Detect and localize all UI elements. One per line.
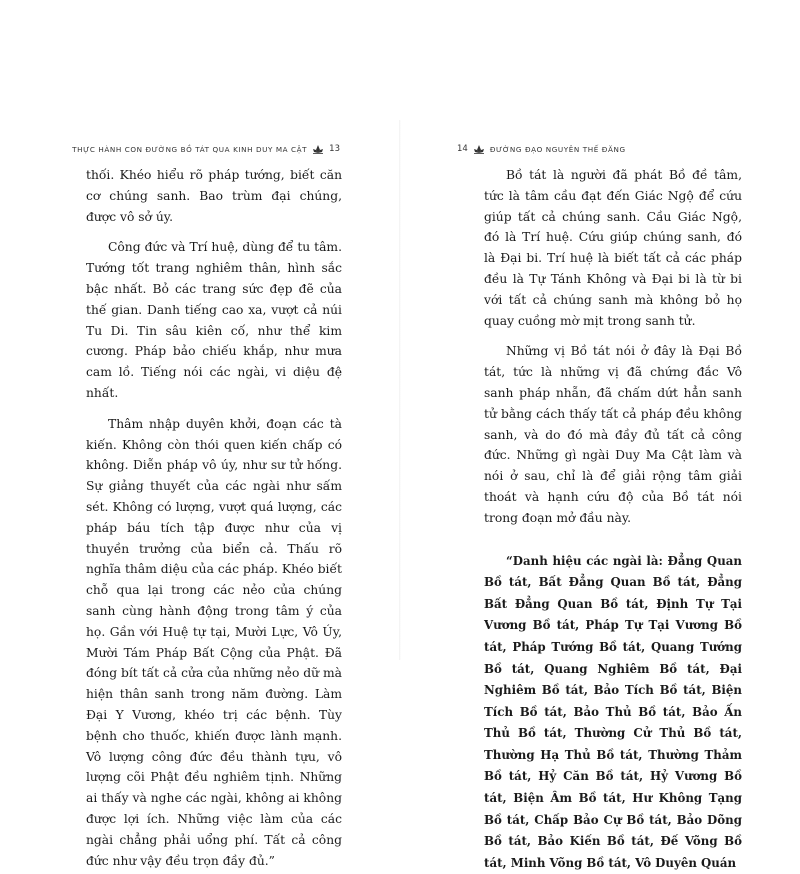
quoted-paragraph: “Danh hiệu các ngài là: Đẳng Quan Bồ tát, Bất Đẳng Quan Bồ tát, Đẳng Bất Đẳng Quan Bồ tát, Định Tự Tại Vương Bồ tát, Pháp Tự Tại Vương Bồ tát, Pháp Tướng Bồ tát, Quang Tướng Bồ tát, Quang Nghiêm Bồ tát, Đại Nghiêm Bồ tát, Bảo Tích Bồ tát, Biện Tích Bồ tát, Bảo Thủ Bồ tát, Bảo Ấn Thủ Bồ tát, Thường Cử Thủ Bồ tát, Thường Hạ Thủ Bồ tát, Thường Thảm Bồ tát, Hỷ Căn Bồ tát, Hỷ Vương Bồ tát, Biện Âm Bồ tát, Hư Không Tạng Bồ tát, Chấp Bảo Cự Bồ tát, Bảo Dõng Bồ tát, Bảo Kiến Bồ tát, Đế Võng Bồ tát, Minh Võng Bồ tát, Vô Duyên Quán <box>484 553 742 870</box>
left-running-head-title: THỰC HÀNH CON ĐƯỜNG BỒ TÁT QUA KINH DUY MA CẬT <box>72 144 308 154</box>
paragraph: Những vị Bồ tát nói ở đây là Đại Bồ tát, tức là những vị đã chứng đắc Vô sanh pháp nhẫn, đã chấm dứt hẳn sanh tử bằng cách thấy tất cả pháp đều không sanh, và do đó mà đầy đủ tất cả công đức. Những gì ngài Duy Ma Cật làm và nói ở sau, chỉ là để giải rộng tâm giải thoát và hạnh cứu độ của Bồ tát nói trong đoạn mở đầu này. <box>484 344 742 525</box>
right-page <box>400 0 800 870</box>
paragraph: Bồ tát là người đã phát Bồ đề tâm, tức là tâm cầu đạt đến Giác Ngộ để cứu giúp tất cả chúng sanh. Cầu Giác Ngộ, đó là Trí huệ. Cứu giúp chúng sanh, đó là Đại bi. Trí huệ là biết tất cả các pháp đều là Tự Tánh Không và Đại bi là từ bi với tất cả chúng sanh mà không bỏ họ quay cuồng mờ mịt trong sanh tử. <box>484 168 742 328</box>
lotus-icon <box>312 145 324 154</box>
paragraph: Thâm nhập duyên khởi, đoạn các tà kiến. Không còn thói quen kiến chấp có không. Diễn pháp vô úy, như sư tử hống. Sự giảng thuyết của các ngài như sấm sét. Không có lượng, vượt quá lượng, các pháp báu tích tập được như của vị thuyền trưởng của biển cả. Thấu rõ nghĩa thâm diệu của các pháp. Khéo biết chỗ qua lại trong các nẻo của chúng sanh cùng hành động trong tâm ý của họ. Gần với Huệ tự tại, Mười Lực, Vô Úy, Mười Tám Pháp Bất Cộng của Phật. Đã đóng bít tất cả cửa của những nẻo dữ mà hiện thân sanh trong năm đường. Làm Đại Y Vương, khéo trị các bệnh. Tùy bệnh cho thuốc, khiến được lành mạnh. Vô lượng công đức đều thành tựu, vô lượng cõi Phật đều nghiêm tịnh. Những ai thấy và nghe các ngài, không ai không được lợi ích. Những việc làm của các ngài chẳng phải uổng phí. Tất cả công đức như vậy đều trọn đầy đủ.” <box>86 416 342 868</box>
left-page <box>0 0 400 868</box>
paragraph: thối. Khéo hiểu rõ pháp tướng, biết căn cơ chúng sanh. Bao trùm đại chúng, được vô sở úy. <box>86 168 342 224</box>
left-page-number: 13 <box>329 144 340 154</box>
left-body-text <box>86 165 342 871</box>
paragraph: Công đức và Trí huệ, dùng để tu tâm. Tướng tốt trang nghiêm thân, hình sắc bậc nhất. Bỏ các trang sức đẹp đẽ của thế gian. Danh tiếng cao xa, vượt cả núi Tu Di. Tin sâu kiên cố, như thể kim cương. Pháp bảo chiếu khắp, như mưa cam lồ. Tiếng nói các ngài, vi diệu đệ nhất. <box>86 240 342 400</box>
right-page-number: 14 <box>457 144 468 154</box>
left-running-head <box>72 144 340 154</box>
right-body-text <box>484 165 742 874</box>
right-running-head-title: ĐƯỜNG ĐẠO NGUYÊN THẾ ĐĂNG <box>489 144 626 154</box>
right-running-head <box>457 144 626 154</box>
lotus-icon <box>473 145 485 154</box>
